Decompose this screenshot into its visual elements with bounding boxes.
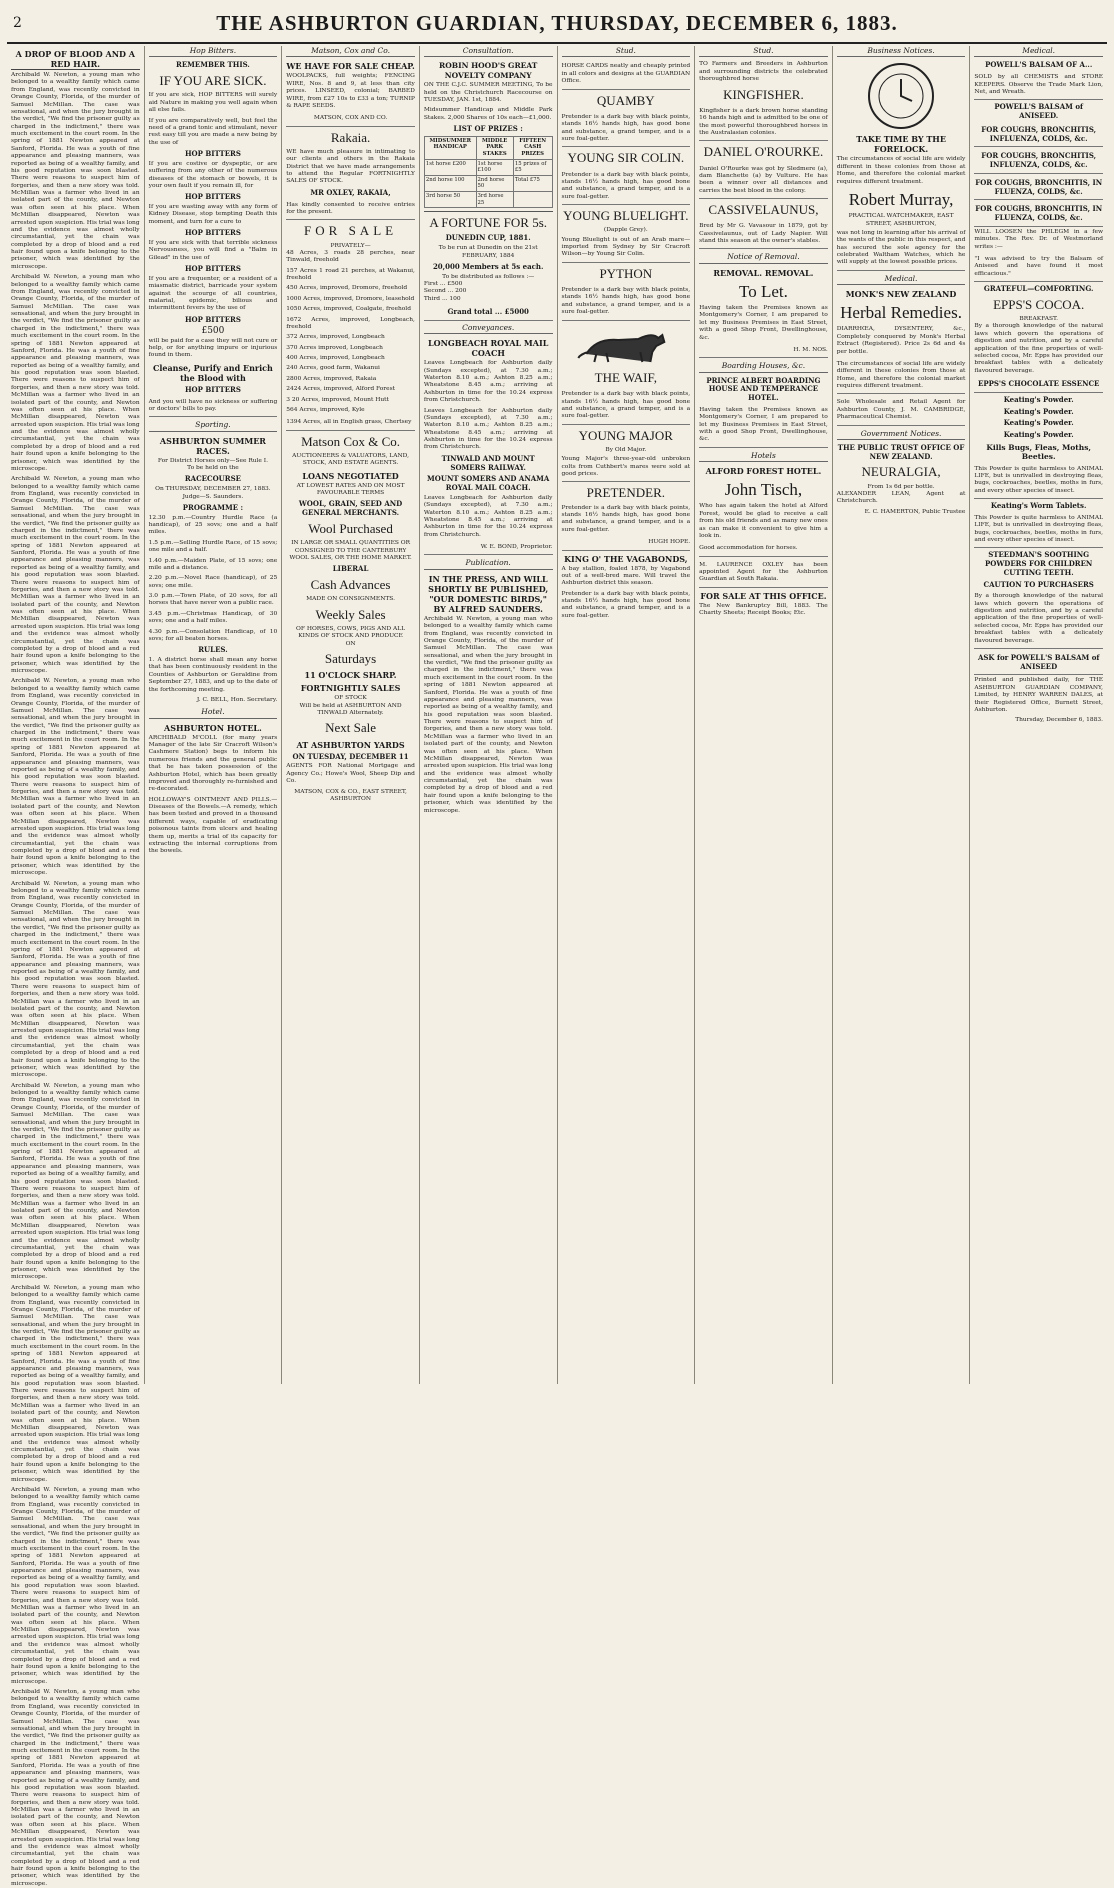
waif-text: Pretender is a dark bay with black points, stands 16½ hands high, has good bone and substance, a grand temper, and is a sure foal-getter. (562, 389, 691, 425)
horse-python: PYTHON (599, 265, 653, 281)
hop-bitters-label-0: HOP BITTERS (184, 149, 241, 158)
judge: Judge—S. Saunders. (182, 493, 244, 500)
article-body-5: Archibald W. Newton, a young man who belonged to a wealthy family which came from England, was recently convicted in Orange County, Florida, of the murder of Samuel McMillan. The case was sensational, and when the jury brought in the verdict, "We find the prisoner guilty as charged in the indictment," there was much excitement in the court room. In the spring of 1881 Newton appeared at Sanford, Florida. He was a youth of fine appearance and pleasing manners, was reported as being of a wealthy family, and his good reputation was soon blasted. There were reasons to suspect him of forgeries, and then a new story was told. McMillan was a farmer who lived in an isolated part of the county, and Newton was often seen at his place. When McMillan disappeared, Newton was arrested upon suspicion. His trial was long and the evidence was almost wholly circumstantial, yet the chain was completed by a drop of blood and a red hair found upon a knife belonging to the prisoner, which was identified by the microscope. (11, 880, 140, 1079)
bluelight-text: Young Bluelight is out of an Arab mare—imported from Sydney by Sir Cracroft Wilson—by Young Sir Colin. (562, 235, 691, 263)
property-item: 157 Acres 1 road 21 perches, at Wakanui, freehold (286, 267, 415, 281)
horse-illustration-icon (562, 324, 691, 364)
column-2 (145, 46, 283, 1384)
dunedin-sub: To be run at Dunedin on the 21st FEBRUARY, 1884 (438, 245, 538, 259)
coughs-line: FOR COUGHS, BRONCHITIS, IN FLUENZA, COLDS, &c. (974, 203, 1103, 227)
prizes-heading: LIST OF PRIZES : (453, 124, 523, 133)
coach-text-2: Leaves Longbeach for Ashburton daily (Sundays excepted), at 7.30 a.m.; Waterton 8.10 a.m.; Ashton 8.25 a.m.; Wheatstone 8.45 a.m.; arriving at Ashburton in time for the 10.24 express from Christchurch. (423, 407, 553, 451)
section-publication: Publication. (424, 558, 553, 569)
powell-heading: POWELL'S BALSAM OF A... (985, 60, 1093, 70)
property-item: 3 20 Acres, improved, Mount Hutt (286, 396, 389, 403)
reward-amount: £500 (201, 326, 225, 337)
section-conveyances: Conveyances. (424, 323, 553, 334)
powell-sub: SOLD by all CHEMISTS and STORE KEEPERS. Observe the Trade Mark Lion, Net, and Wreath. (974, 72, 1103, 100)
oxley: MR OXLEY, RAKAIA, (310, 187, 391, 197)
tisch-text: Who has again taken the hotel at Alford Forest, would be glad to receive a call from his old friends and as many new ones as can make it convenient to give him a look in. (699, 503, 828, 539)
column-8 (970, 46, 1107, 1384)
sale-items: The New Bankruptcy Bill, 1883. The Charity Sheets; Receipt Books; Etc. (699, 602, 828, 617)
bluelight-sub: (Dapple Grey). (603, 227, 648, 234)
boarding-text: Having taken the Premises known as Montgomery's Corner, I am prepared to let my Business Premises in East Street, with a good Shop Front, Dwellinghouse, &c. (699, 405, 828, 448)
sale-date: ON TUESDAY, DECEMBER 11 (292, 751, 409, 761)
neuralgia-sub: From 1s 6d per bottle. (867, 483, 935, 490)
worm-tablets: Keating's Worm Tablets. (990, 501, 1087, 510)
property-item: 1000 Acres, improved, Dromore, leasehold (286, 295, 415, 302)
section-medical-2: Medical. (974, 46, 1103, 57)
prize-third: Third ... 100 (423, 295, 461, 302)
column-4 (420, 46, 558, 1384)
table-row: 3rd horse 50 3rd horse 25 (424, 192, 552, 208)
race-event: 12.30 p.m.—Country Hurdle Race (a handicap), of 25 sovs; one and a half miles. (148, 514, 278, 536)
epps-grateful: GRATEFUL—COMFORTING. (983, 284, 1094, 293)
ashburton-hotel: ASHBURTON HOTEL. (164, 722, 262, 733)
fortune-heading: A FORTUNE FOR 5s. (429, 215, 548, 231)
python-text: Pretender is a dark bay with black points, stands 16½ hands high, has good bone and substance, a grand temper, and is a sure foal-getter. (562, 285, 691, 321)
horse-cassivelaunus: CASSIVELAUNUS, (708, 202, 819, 217)
next-sale: Next Sale (325, 720, 377, 736)
herbal-testimony: The circumstances of social life are widely different in these colonies from those at Home, and therefore the colonial market requires different treatment. (837, 359, 966, 395)
coach-heading: LONGBEACH ROYAL MAIL COACH (427, 338, 549, 359)
pretender-owner: HUGH HOPE. (562, 537, 691, 550)
ask-powell: ASK for POWELL'S BALSAM of ANISEED (974, 652, 1103, 676)
keating-powder: Keating's Powder. (1003, 394, 1074, 404)
table-row: 1st horse £200 1st horse £100 15 prizes of £5 (424, 159, 552, 175)
herbal-remedies: Herbal Remedies. (840, 303, 962, 323)
section-business: Business Notices. (837, 46, 966, 57)
property-item: 370 Acres improved, Longbeach (286, 344, 383, 351)
sick-heading: IF YOU ARE SICK. (159, 73, 267, 89)
rules-text: 1. A district horse shall mean any horse that has been continuously resident in the Counties of Ashburton or Geraldine from September 27, 1883, and up to the date of the forthcoming meeting. (148, 657, 278, 693)
distribution: To be distributed as follows :— (442, 273, 535, 280)
yards: AT ASHBURTON YARDS (296, 739, 405, 750)
take-time: TAKE TIME BY THE FORELOCK. (856, 134, 946, 155)
section-consultation: Consultation. (424, 46, 553, 57)
article-body-6: Archibald W. Newton, a young man who belonged to a wealthy family which came from England, was recently convicted in Orange County, Florida, of the murder of Samuel McMillan. The case was sensational, and when the jury brought in the verdict, "We find the prisoner guilty as charged in the indictment," there was much excitement in the court room. In the spring of 1881 Newton appeared at Sanford, Florida. He was a youth of fine appearance and pleasing manners, was reported as being of a wealthy family, and his good reputation was soon blasted. There were reasons to suspect him of forgeries, and then a new story was told. McMillan was a farmer who lived in an isolated part of the county, and Newton was often seen at his place. When McMillan disappeared, Newton was arrested upon suspicion. His trial was long and the evidence was almost wholly circumstantial, yet the chain was completed by a drop of blood and a red hair found upon a knife belonging to the prisoner, which was identified by the microscope. (11, 1082, 140, 1281)
race-event: 3.0 p.m.—Town Plate, of 20 sovs, for all horses that have never won a public race. (148, 593, 278, 607)
liberal: LIBERAL (332, 564, 369, 574)
robin-hood-sub: ON THE C.J.C. SUMMER MEETING, To be held on the Christchurch Racecourse on TUESDAY, JAN. 1st, 1884. (423, 82, 553, 103)
coach-text: Leaves Longbeach for Ashburton daily (Sundays excepted), at 7.30 a.m.; Waterton 8.10 a.m.; Ashton 8.25 a.m.; Wheatstone 8.45 a.m.; arriving at Ashburton in time for the 10.24 express from Christchurch. (423, 360, 553, 404)
to-let-sign: H. M. NOS. (699, 345, 828, 358)
monk-heading: MONK'S NEW ZEALAND (845, 289, 957, 300)
article-headline: A DROP OF BLOOD AND A RED HAIR. (11, 49, 140, 70)
section-removal: Notice of Removal. (699, 252, 828, 263)
hop-bitters-label-4: HOP BITTERS (184, 314, 241, 324)
article-body: Archibald W. Newton, a young man who belonged to a wealthy family which came from England, was recently convicted in Orange County, Florida, of the murder of Samuel McMillan. The case was sensational, and when the jury brought in the verdict, "We find the prisoner guilty as charged in the indictment," there was much excitement in the court room. In the spring of 1881 Newton appeared at Sanford, Florida. He was a youth of fine appearance and pleasing manners, was reported as being of a wealthy family, and his good reputation was soon blasted. There were reasons to suspect him of forgeries, and then a new story was told. McMillan was a farmer who lived in an isolated part of the county, and Newton was often seen at his place. When McMillan disappeared, Newton was arrested upon suspicion. His trial was long and the evidence was almost wholly circumstantial, yet the chain was completed by a drop of blood and a red hair found upon a knife belonging to the prisoner, which was identified by the microscope. (11, 72, 140, 270)
printer-date: Thursday, December 6, 1883. (1015, 717, 1103, 724)
race-event: 2.20 p.m.—Novel Race (handicap), of 25 sovs; one mile. (148, 575, 278, 589)
section-stud: Stud. (562, 46, 691, 57)
cass-text: Bred by Mr G. Vavasour in 1879, got by Cassivelaunus, out of Lady Napier. Will stand this season at the owner's stables. (699, 221, 828, 249)
mount-text: Leaves Longbeach for Ashburton daily (Sundays excepted), at 7.30 a.m.; Waterton 8.10 a.m.; Ashton 8.25 a.m.; Wheatstone 8.45 a.m.; arriving at Ashburton in time for the 10.24 express from Christchurch. (423, 494, 553, 538)
section-hotel: Hotel. (149, 707, 278, 718)
hop-bitters-label-2: HOP BITTERS (184, 228, 241, 238)
race-event: 4.30 p.m.—Consolation Handicap, of 10 sovs; for all beaten horses. (148, 628, 278, 642)
hop-block-4: If you are a frequenter, or a resident of a miasmatic district, barricade your system against the scourge of all countries, malarial, epidemic, bilious and intermittent fevers by the use of (148, 275, 278, 312)
worm-text: This Powder is quite harmless to ANIMAL LIFE, but is unrivalled in destroying fleas, bugs, cockroaches, beetles, moths in furs, and every other species of insect. (974, 513, 1103, 549)
property-item: 450 Acres, improved, Dromore, freehold (286, 285, 408, 292)
hop-intro: If you are sick, HOP BITTERS will surely aid Nature in making you well again when all else fails. (148, 92, 278, 114)
saturdays: Saturdays (324, 651, 377, 666)
races-date: On THURSDAY, DECEMBER 27, 1883. (155, 486, 271, 493)
alford-hotel: ALFORD FOREST HOTEL. (705, 466, 822, 477)
column-1 (7, 46, 145, 1887)
cash-sub: MADE ON CONSIGNMENTS. (306, 596, 395, 603)
horse-king-vagabonds: KING O' THE VAGABONDS, (564, 553, 688, 564)
property-item: 1050 Acres, improved, Coalgate, freehold (286, 306, 411, 313)
orourke-text: Daniel O'Rourke was got by Sledmere (a), dam Blanchette (a) by Vulture. He has been a winner over all distances and carries the best blood in the colony. (699, 164, 828, 200)
horse-young-bluelight: YOUNG BLUELIGHT. (563, 208, 689, 223)
section-hop-bitters: Hop Bitters. (149, 46, 278, 57)
tisch-sub: Good accommodation for horses. (699, 543, 828, 556)
epps-cocoa: EPPS'S COCOA. (993, 296, 1085, 312)
steedman: STEEDMAN'S SOOTHING POWDERS FOR CHILDREN CUTTING TEETH. (985, 550, 1093, 577)
oclock: 11 O'CLOCK SHARP. (304, 670, 397, 681)
horse-quamby: QUAMBY (596, 92, 655, 108)
race-secretary: J. C. BELL, Hon. Secretary. (196, 696, 278, 703)
firm-sub: AUCTIONEERS & VALUATORS, LAND, STOCK, AND ESTATE AGENTS. (292, 452, 410, 467)
section-medical: Medical. (837, 274, 966, 285)
column-7 (833, 46, 971, 1384)
coach-proprietor: W. E. BOND, Proprietor. (424, 542, 553, 555)
printer-text: Printed and published daily, for THE ASHBURTON GUARDIAN COMPANY, Limited, by HENRY WARREN DALES, at their Registered Office, Burnett Street, Ashburton. (974, 677, 1103, 713)
major-sub: By Old Major. (605, 446, 647, 453)
hop-bitters-label-3: HOP BITTERS (184, 264, 241, 273)
article-body-7: Archibald W. Newton, a young man who belonged to a wealthy family which came from England, was recently convicted in Orange County, Florida, of the murder of Samuel McMillan. The case was sensational, and when the jury brought in the verdict, "We find the prisoner guilty as charged in the indictment," there was much excitement in the court room. In the spring of 1881 Newton appeared at Sanford, Florida. He was a youth of fine appearance and pleasing manners, was reported as being of a wealthy family, and his good reputation was soon blasted. There were reasons to suspect him of forgeries, and then a new story was told. McMillan was a farmer who lived in an isolated part of the county, and Newton was often seen at his place. When McMillan disappeared, Newton was arrested upon suspicion. His trial was long and the evidence was almost wholly circumstantial, yet the chain was completed by a drop of blood and a red hair found upon a knife belonging to the prisoner, which was identified by the microscope. (11, 1284, 140, 1483)
press-notice: IN THE PRESS, AND WILL SHORTLY BE PUBLISHED, "OUR DOMESTIC BIRDS," BY ALFRED SAUNDERS. (428, 573, 549, 614)
races-heading: ASHBURTON SUMMER RACES. (159, 435, 266, 456)
keating-powder: Keating's Powder. (1003, 430, 1074, 439)
horse-the-waif: THE WAIF, (594, 369, 657, 385)
race-event: 1.40 p.m.—Maiden Plate, of 15 sovs; one mile and a distance. (148, 557, 278, 571)
major-text: Young Major's three-year-old unbroken colts from Cuthbert's mares were sold at good prices. (562, 454, 691, 482)
epps-chocolate: EPPS'S CHOCOLATE ESSENCE (974, 378, 1103, 393)
stock-label: OF STOCK (334, 695, 367, 702)
property-item: 1672 Acres, improved, Longbeach, freehold (286, 316, 415, 330)
horse-young-major: YOUNG MAJOR (578, 427, 673, 443)
king-text: A bay stallion, foaled 1878, by Vagabond out of a well-bred mare. Will travel the Ashburton district this season. (561, 565, 691, 587)
columns (7, 46, 1107, 1887)
races-sub: For District Horses only—See Rule I. (157, 457, 268, 464)
racecourse: RACECOURSE (184, 474, 241, 484)
property-item: 564 Acres, improved, Kyle (286, 406, 365, 413)
section-stud-2: Stud. (699, 46, 828, 57)
hop-block-1: If you are costive or dyspeptic, or are suffering from any other of the numerous diseases of the stomach or bowels, it is your own fault if you remain ill, for (148, 160, 278, 189)
keating-text: This Powder is quite harmless to ANIMAL LIFE, but is unrivalled in destroying fleas, bugs, cockroaches, beetles, moths in furs, and every other species of insect. (974, 464, 1103, 500)
removal-heading: REMOVAL. REMOVAL. (713, 267, 814, 278)
wool-merchants: WOOL, GRAIN, SEED AND GENERAL MERCHANTS. (298, 499, 403, 518)
article-body-8: Archibald W. Newton, a young man who belonged to a wealthy family which came from England, was recently convicted in Orange County, Florida, of the murder of Samuel McMillan. The case was sensational, and when the jury brought in the verdict, "We find the prisoner guilty as charged in the indictment," there was much excitement in the court room. In the spring of 1881 Newton appeared at Sanford, Florida. He was a youth of fine appearance and pleasing manners, was reported as being of a wealthy family, and his good reputation was soon blasted. There were reasons to suspect him of forgeries, and then a new story was told. McMillan was a farmer who lived in an isolated part of the county, and Newton was often seen at his place. When McMillan disappeared, Newton was arrested upon suspicion. His trial was long and the evidence was almost wholly circumstantial, yet the chain was completed by a drop of blood and a red hair found upon a knife belonging to the prisoner, which was identified by the microscope. (11, 1486, 140, 1685)
prize-total: Grand total ... £5000 (424, 306, 553, 321)
horse-cards: HORSE CARDS neatly and cheaply printed in all colors and designs at the GUARDIAN Office. (562, 61, 691, 89)
on-label: ON (345, 640, 356, 647)
column-5 (558, 46, 696, 1384)
to-let-text: Having taken the Premises known as Montgomery's Corner, I am prepared to let my Business Premises in East Street, with a good Shop Front, Dwellinghouse, &c. (699, 305, 828, 341)
hop-bitters-label-5: HOP BITTERS (184, 384, 241, 394)
newspaper-page (7, 4, 1107, 1887)
kingfisher-text: Kingfisher is a dark brown horse standing 16 hands high and is admitted to be one of the most powerful thoroughbred horses in the Australasian colonies. (699, 106, 828, 142)
reward-text: will be paid for a case they will not cure or help, or for anything impure or injurious found in them. (148, 337, 278, 359)
oxley-sub: Has kindly consented to receive entries for the present. (286, 200, 415, 221)
remember-heading: REMEMBER THIS. (176, 60, 250, 70)
column-6 (695, 46, 833, 1384)
neuralgia: NEURALGIA, (861, 464, 941, 480)
section-matson: Matson, Cox and Co. (286, 46, 415, 57)
hop-bitters-label-1: HOP BITTERS (184, 192, 241, 202)
king-text-2: Pretender is a dark bay with black points, stands 16½ hands high, has good bone and substance, a grand temper, and is a sure foal-getter. (561, 590, 691, 619)
rakaia-text: WE have much pleasure in intimating to our clients and others in the Rakaia District that we have made arrangements to attend the Regular FORTNIGHTLY SALES OF STOCK. (286, 148, 415, 185)
hamerton: E. C. HAMERTON, Public Trustee (864, 508, 966, 515)
property-item: 400 Acres, improved, Longbeach (286, 355, 385, 361)
property-item: 372 Acres, improved, Longbeach (286, 334, 385, 341)
cleanse-heading: Cleanse, Purify and Enrich the Blood with (153, 362, 273, 383)
article-body-2: Archibald W. Newton, a young man who belonged to a wealthy family which came from England, was recently convicted in Orange County, Florida, of the murder of Samuel McMillan. The case was sensational, and when the jury brought in the verdict, "We find the prisoner guilty as charged in the indictment," there was much excitement in the court room. In the spring of 1881 Newton appeared at Sanford, Florida. He was a youth of fine appearance and pleasing manners, was reported as being of a wealthy family, and his good reputation was soon blasted. There were reasons to suspect him of forgeries, and then a new story was told. McMillan was a farmer who lived in an isolated part of the county, and Newton was often seen at his place. When McMillan disappeared, Newton was arrested upon suspicion. His trial was long and the evidence was almost wholly circumstantial, yet the chain was completed by a drop of blood and a red hair found upon a knife belonging to the prisoner, which was identified by the microscope. (11, 274, 140, 472)
section-government: Government Notices. (837, 429, 966, 440)
horse-kingfisher: KINGFISHER. (723, 86, 804, 102)
kingfisher-intro: TO Farmers and Breeders in Ashburton and surrounding districts the celebrated thoroughbred horse (699, 61, 828, 83)
horse-pretender: PRETENDER. (586, 485, 665, 501)
powell-2: POWELL'S BALSAM of ANISEED. (994, 102, 1084, 120)
fortnightly: FORTNIGHTLY SALES (300, 683, 401, 694)
keating-powder: Keating's Powder. (1003, 418, 1074, 428)
rules-heading: RULES. (198, 645, 228, 655)
epps-text: By a thorough knowledge of the natural laws which govern the operations of digestion and nutrition, and by a careful application of the fine properties of well-selected cocoa, Mr. Epps has provided our breakfast tables with a delicately flavoured beverage. (974, 323, 1103, 374)
cleanse-sub: And you will have no sickness or suffering or doctors' bills to pay. (149, 397, 278, 418)
hotel-text: ARCHIBALD M'COLL (for many years Manager of the late Sir Cracroft Wilson's Cashmere Station) begs to inform his numerous friends and the general public that he has taken possession of the Ashburton Hotel, which has been greatly improved and thoroughly re-furnished and re-decorated. (148, 734, 278, 793)
murray-sub: PRACTICAL WATCHMAKER, EAST STREET, ASHBURTON, (848, 213, 954, 227)
john-tisch: John Tisch, (724, 480, 803, 500)
horse-young-sir-colin: YOUNG SIR COLIN. (567, 150, 685, 166)
newspaper-title: THE ASHBURTON GUARDIAN, THURSDAY, DECEMBER 6, 1883. (216, 10, 898, 35)
colin-text: Pretender is a dark bay with black points, stands 16½ hands high, has good bone and substance, a grand temper, and is a sure foal-getter. (562, 170, 691, 206)
hop-block-2: If you are wasting away with any form of Kidney Disease, stop tempting Death this moment, and turn for a cure to (148, 204, 278, 225)
take-text: The circumstances of social life are widely different in these colonies from those at Home, and therefore the colonial market requires different treatment. (836, 156, 966, 185)
watchmaker-seal-icon (866, 61, 936, 131)
horse-daniel-orourke: DANIEL O'ROURKE. (703, 144, 824, 160)
cash-advances: Cash Advances (310, 577, 391, 592)
privately: PRIVATELY— (330, 242, 371, 249)
article-body-4: Archibald W. Newton, a young man who belonged to a wealthy family which came from England, was recently convicted in Orange County, Florida, of the murder of Samuel McMillan. The case was sensational, and when the jury brought in the verdict, "We find the prisoner guilty as charged in the indictment," there was much excitement in the court room. In the spring of 1881 Newton appeared at Sanford, Florida. He was a youth of fine appearance and pleasing manners, was reported as being of a wealthy family, and his good reputation was soon blasted. There were reasons to suspect him of forgeries, and then a new story was told. McMillan was a farmer who lived in an isolated part of the county, and Newton was often seen at his place. When McMillan disappeared, Newton was arrested upon suspicion. His trial was long and the evidence was almost wholly circumstantial, yet the chain was completed by a drop of blood and a red hair found upon a knife belonging to the prisoner, which was identified by the microscope. (11, 678, 140, 877)
article-body-3: Archibald W. Newton, a young man who belonged to a wealthy family which came from England, was recently convicted in Orange County, Florida, of the murder of Samuel McMillan. The case was sensational, and when the jury brought in the verdict, "We find the prisoner guilty as charged in the indictment," there was much excitement in the court room. In the spring of 1881 Newton appeared at Sanford, Florida. He was a youth of fine appearance and pleasing manners, was reported as being of a wealthy family, and his good reputation was soon blasted. There were reasons to suspect him of forgeries, and then a new story was told. McMillan was a farmer who lived in an isolated part of the county, and Newton was often seen at his place. When McMillan disappeared, Newton was arrested upon suspicion. His trial was long and the evidence was almost wholly circumstantial, yet the chain was completed by a drop of blood and a red hair found upon a knife belonging to the prisoner, which was identified by the microscope. (11, 476, 140, 674)
guardian-agent: M. LAURENCE OXLEY has been appointed Agent for the Ashburton Guardian at South Rakaia. (699, 560, 828, 588)
sale-heading: WE HAVE FOR SALE CHEAP. (286, 61, 415, 72)
agents: AGENTS FOR National Mortgage and Agency Co.; Howe's Wool, Sheep Dip and Co. (286, 763, 415, 785)
property-item: 240 Acres, good farm, Wakanui (286, 365, 380, 372)
phlegm-text: WILL LOOSEN the PHLEGM in a few minutes. The Rev. Dr. of Westmorland writes :— (974, 228, 1103, 250)
purchased-sub: IN LARGE OR SMALL QUANTITIES OR CONSIGNED TO THE CANTERBURY WOOL SALES, OR THE HOME MARKET. (289, 540, 412, 561)
table-row: MIDSUMMER HANDICAP MIDDLE PARK STAKES FIFTEEN CASH PRIZES (424, 136, 552, 159)
held-text: Will be held at ASHBURTON AND TINWALD Alternately. (299, 702, 402, 716)
table-row: 2nd horse 100 2nd horse 50 Total £75 (424, 175, 552, 191)
holloway-notice: HOLLOWAY'S OINTMENT AND PILLS.—Diseases of the Bowels.—A remedy, which has been tested and proved in a thousand different ways, capable of eradicating poisonous taints from ulcers and healing them up, merits a trial of its capacity for extracting the internal corruptions from the bowels. (148, 796, 278, 855)
matson-firm: Matson Cox & Co. (301, 433, 401, 449)
robert-murray: Robert Murray, (848, 189, 954, 209)
robin-hood-title: ROBIN HOOD'S GREAT NOVELTY COMPANY (438, 61, 538, 80)
tinwald-heading: TINWALD AND MOUNT SOMERS RAILWAY. (441, 453, 535, 472)
column-3 (282, 46, 420, 1384)
trustee: ALEXANDER LEAN, Agent at Christchurch. (836, 491, 966, 505)
prizes-table (424, 136, 553, 208)
sale-office: FOR SALE AT THIS OFFICE. (700, 590, 827, 601)
mount-somers-heading: MOUNT SOMERS AND ANAMA ROYAL MAIL COACH. (427, 474, 550, 493)
quamby-text: Pretender is a dark bay with black points, stands 16½ hands high, has good bone and substance, a grand temper, and is a sure foal-getter. (562, 112, 691, 148)
trust-office: THE PUBLIC TRUST OFFICE OF NEW ZEALAND. (837, 442, 965, 461)
boarding-heading: PRINCE ALBERT BOARDING HOUSE AND TEMPERANCE HOTEL. (706, 375, 821, 403)
monk-agent: Sole Wholesale and Retail Agent for Ashburton County, J. M. CAMBRIDGE, Pharmaceutical Chemist. (837, 397, 966, 425)
for-sale-heading: FOR SALE (304, 223, 398, 239)
property-item: 2800 Acres, improved, Rakaia (286, 375, 377, 382)
coughs-line: FOR COUGHS, BRONCHITIS, IN FLUENZA, COLDS, &c. (974, 177, 1103, 201)
race-event: 3.45 p.m.—Christmas Handicap, of 30 sovs; one and a half miles. (148, 610, 278, 625)
wool-purchased: Wool Purchased (308, 520, 393, 536)
keating-powder: Keating's Powder. (1003, 406, 1074, 416)
article-body-9: Archibald W. Newton, a young man who belonged to a wealthy family which came from England, was recently convicted in Orange County, Florida, of the murder of Samuel McMillan. The case was sensational, and when the jury brought in the verdict, "We find the prisoner guilty as charged in the indictment," there was much excitement in the court room. In the spring of 1881 Newton appeared at Sanford, Florida. He was a youth of fine appearance and pleasing manners, was reported as being of a wealthy family, and his good reputation was soon blasted. There were reasons to suspect him of forgeries, and then a new story was told. McMillan was a farmer who lived in an isolated part of the county, and Newton was often seen at his place. When McMillan disappeared, Newton was arrested upon suspicion. His trial was long and the evidence was almost wholly circumstantial, yet the chain was completed by a drop of blood and a red hair found upon a knife belonging to the prisoner, which was identified by the microscope. (11, 1689, 140, 1887)
hop-block-3: If you are sick with that terrible sickness Nervousness, you will find a "Balm in Gilead" in the use of (148, 239, 278, 261)
programme-heading: PROGRAMME : (182, 502, 244, 512)
weekly-sub: OF HORSES, COWS, PIGS AND ALL KINDS OF STOCK AND PRODUCE (296, 625, 406, 640)
prize-second: Second ... 200 (423, 288, 467, 295)
publication-text: Archibald W. Newton, a young man who belonged to a wealthy family which came from England, was recently convicted in Orange County, Florida, of the murder of Samuel McMillan. The case was sensational, and when the jury brought in the verdict, "We find the prisoner guilty as charged in the indictment," there was much excitement in the court room. In the spring of 1881 Newton appeared at Sanford, Florida. He was a youth of fine appearance and pleasing manners, was reported as being of a wealthy family, and his good reputation was soon blasted. There were reasons to suspect him of forgeries, and then a new story was told. McMillan was a farmer who lived in an isolated part of the county, and Newton was often seen at his place. When McMillan disappeared, Newton was arrested upon suspicion. His trial was long and the evidence was almost wholly circumstantial, yet the chain was completed by a drop of blood and a red hair found upon a knife belonging to the prisoner, which was identified by the microscope. (423, 615, 553, 814)
kills-bugs: Kills Bugs, Fleas, Moths, Beetles. (986, 442, 1092, 462)
property-item: 2424 Acres, improved, Alford Forest (286, 386, 395, 393)
masthead (7, 4, 1107, 44)
caution-text: By a thorough knowledge of the natural laws which govern the operations of digestion and nutrition, and by a careful application of the fine properties of well-selected cocoa, Mr. Epps has provided our breakfast tables with a delicately flavoured beverage. (974, 591, 1103, 649)
matson-footer: MATSON, COX & CO., EAST STREET, ASHBURTON (294, 788, 407, 802)
murray-text: was not long in learning after his arrival of the wants of the public in this respect, and has secured the sole agency for the celebrated Waltham Watches, which he will supply at the lowest possible prices. (837, 228, 966, 271)
matson-agency: MATSON, COX AND CO. (286, 113, 415, 126)
loans-heading: LOANS NEGOTIATED (302, 470, 399, 481)
coughs-line: FOR COUGHS, BRONCHITIS, INFLUENZA, COLDS, &c. (974, 124, 1103, 148)
loans-sub: AT LOWEST RATES AND ON MOST FAVOURABLE TERMS (296, 482, 405, 496)
pretender-text: Pretender is a dark bay with black points, stands 16½ hands high, has good bone and substance, a grand temper, and is a sure foal-getter. (561, 504, 691, 533)
property-item: 1394 Acres, all in English grass, Chertsey (286, 417, 415, 430)
races-held: To be held on the (187, 465, 239, 471)
testimonial: "I was advised to try the Balsam of Aniseed and have found it most efficacious." (974, 254, 1103, 282)
section-boarding: Boarding Houses, &c. (699, 361, 828, 372)
coughs-line: FOR COUGHS, BRONCHITIS, INFLUENZA, COLDS, &c. (974, 150, 1103, 174)
section-hotels: Hotels (699, 451, 828, 462)
caution: CAUTION TO PURCHASERS (983, 579, 1094, 589)
dunedin-cup: DUNEDIN CUP, 1881. (445, 233, 531, 243)
to-let-heading: To Let. (739, 281, 788, 301)
weekly-sales: Weekly Sales (315, 606, 386, 622)
sale-text: WOOLPACKS, full weights; FENCING WIRE, Nos. 8 and 9, at less than city prices. LINSEED, colonial; BARBED WIRE, from £27 10s to £33 a ton; TURNIP & RAPE SEEDS. (286, 73, 415, 109)
members: 20,000 Members at 5s each. (432, 261, 544, 271)
herbal-text: DIARRHŒA, DYSENTERY, &c., Completely conquered by Monk's Herbal Extract (Registered). Price 2s 6d and 4s per bottle. (836, 326, 966, 355)
page-number: 2 (13, 15, 22, 31)
prize-first: First ... £500 (423, 281, 463, 288)
section-sporting: Sporting. (149, 420, 278, 431)
race-event: 1.5 p.m.—Selling Hurdle Race, of 15 sovs; one mile and a half. (148, 539, 278, 554)
hop-block-0: If you are comparatively well, but feel the need of a grand tonic and stimulant, never rest easy till you are made a new being by the use of (148, 117, 278, 146)
epps-breakfast: BREAKFAST. (1019, 316, 1058, 322)
property-item: 48 Acres, 3 roads 28 perches, near Tinwald, freehold (286, 249, 415, 264)
stakes: Midsummer Handicap and Middle Park Stakes. 2,000 Shares of 10s each—£1,000. (423, 107, 553, 121)
rakaia-heading: Rakaia. (330, 129, 371, 145)
